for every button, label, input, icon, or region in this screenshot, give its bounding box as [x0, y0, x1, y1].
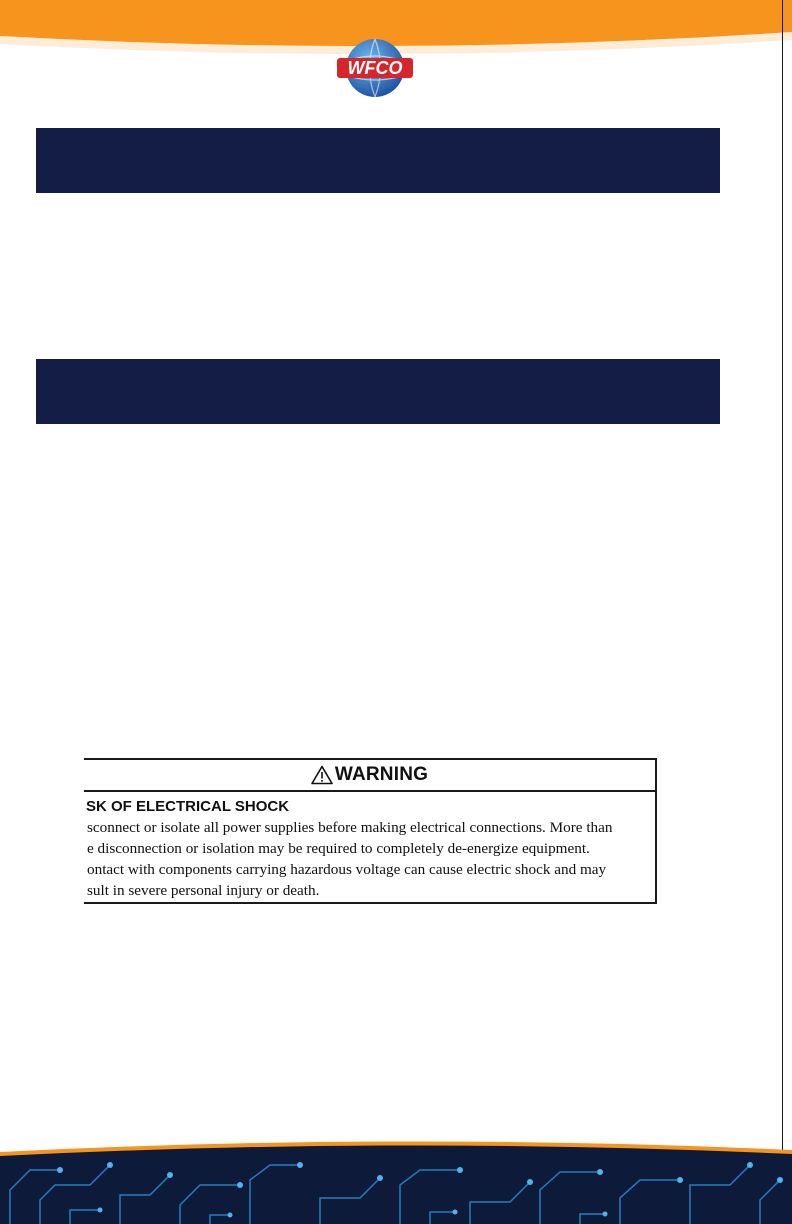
wfco-logo	[336, 38, 414, 100]
warning-line: e disconnection or isolation may be required to completely de-energize equipment.	[87, 840, 590, 857]
warning-line: ontact with components carrying hazardous voltage can cause electric shock and may	[87, 861, 607, 878]
globe-logo-icon	[336, 38, 414, 100]
section-header-bar	[36, 359, 720, 424]
warning-box	[84, 758, 657, 904]
warning-line: sconnect or isolate all power supplies before making electrical connections. More than	[87, 819, 613, 836]
risk-heading: SK OF ELECTRICAL SHOCK	[86, 798, 290, 815]
warning-header	[84, 760, 655, 792]
warning-line: sult in severe personal injury or death.	[87, 882, 320, 899]
warning-title: WARNING	[334, 764, 429, 785]
page-edge-line	[782, 0, 783, 1224]
logo-text: WFCO	[347, 58, 403, 78]
warning-body	[84, 792, 655, 902]
circuit-board-footer	[0, 1140, 792, 1224]
warning-triangle-icon	[311, 765, 333, 785]
section-header-bar	[36, 128, 720, 193]
